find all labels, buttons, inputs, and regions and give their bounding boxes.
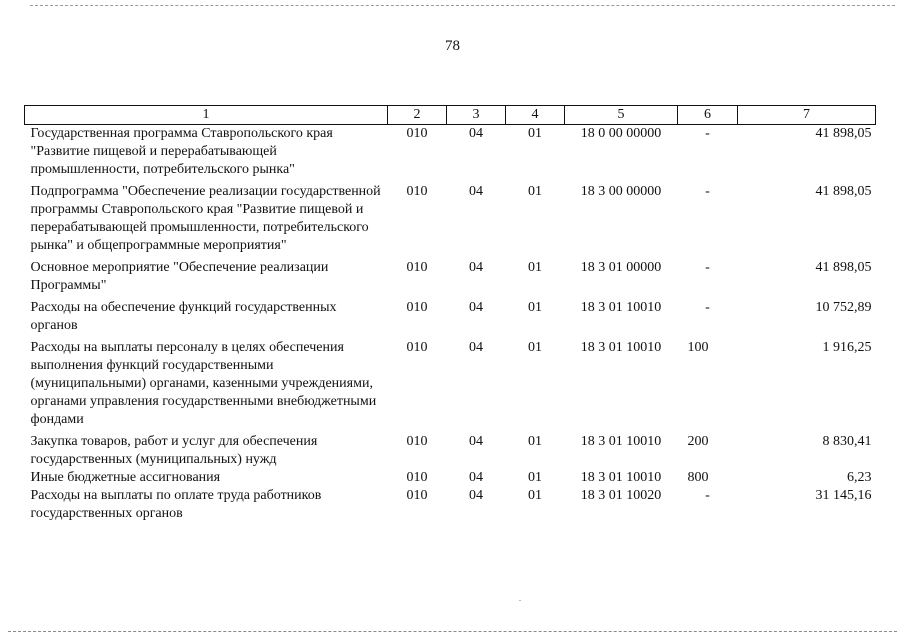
- row-target-code: 18 3 01 10010: [580, 434, 662, 449]
- row-target-code: 18 3 00 00000: [580, 184, 662, 199]
- row-expense-type: -: [705, 126, 710, 141]
- row-section-code: 04: [469, 184, 483, 199]
- column-header-1: 1: [25, 106, 388, 125]
- row-subsection-code: 01: [528, 300, 542, 315]
- row-subsection-code: 01: [528, 340, 542, 355]
- row-expense-type: -: [705, 488, 710, 503]
- table-row: [25, 433, 876, 469]
- scan-speck: [519, 600, 521, 601]
- row-expense-type: 800: [687, 470, 709, 485]
- row-amount: 41 898,05: [815, 260, 872, 275]
- row-amount: 41 898,05: [815, 126, 872, 141]
- row-target-code: 18 3 01 10010: [580, 470, 662, 485]
- row-name: Расходы на выплаты по оплате труда работников государственных органов: [30, 488, 322, 521]
- row-target-code: 18 3 01 10010: [580, 340, 662, 355]
- row-section-code: 04: [469, 434, 483, 449]
- row-expense-type: -: [705, 184, 710, 199]
- row-name: Подпрограмма "Обеспечение реализации государственной программы Ставропольского края "Развитие пищевой и перерабатывающей промышленности, потребительского рынка" и общепрограммные мероприятия": [30, 184, 381, 253]
- row-expense-type: 100: [687, 340, 709, 355]
- column-header-4: 4: [506, 106, 565, 125]
- scan-border-bottom: [8, 631, 897, 632]
- table-row: [25, 259, 876, 299]
- row-name: Государственная программа Ставропольского края "Развитие пищевой и перерабатывающей промышленности, потребительского рынка": [30, 126, 333, 177]
- row-expense-type: -: [705, 260, 710, 275]
- row-ministry-code: 010: [406, 184, 428, 199]
- row-target-code: 18 3 01 00000: [580, 260, 662, 275]
- row-ministry-code: 010: [406, 434, 428, 449]
- row-target-code: 18 0 00 00000: [580, 126, 662, 141]
- row-amount: 6,23: [847, 470, 872, 485]
- row-target-code: 18 3 01 10010: [580, 300, 662, 315]
- table-header: [25, 106, 876, 125]
- table-row: [25, 469, 876, 487]
- column-header-6: 6: [678, 106, 738, 125]
- row-ministry-code: 010: [406, 126, 428, 141]
- row-target-code: 18 3 01 10020: [580, 488, 662, 503]
- scan-border-top: [30, 5, 895, 6]
- column-header-7: 7: [738, 106, 876, 125]
- column-header-5: 5: [565, 106, 678, 125]
- table-row: [25, 487, 876, 523]
- row-ministry-code: 010: [406, 260, 428, 275]
- row-ministry-code: 010: [406, 340, 428, 355]
- row-name: Основное мероприятие "Обеспечение реализации Программы": [30, 260, 329, 293]
- table-body: [25, 125, 876, 524]
- row-subsection-code: 01: [528, 126, 542, 141]
- row-name: Расходы на обеспечение функций государственных органов: [30, 300, 337, 333]
- row-expense-type: 200: [687, 434, 709, 449]
- row-amount: 31 145,16: [815, 488, 872, 503]
- row-section-code: 04: [469, 260, 483, 275]
- row-amount: 10 752,89: [815, 300, 872, 315]
- column-header-2: 2: [388, 106, 447, 125]
- row-section-code: 04: [469, 488, 483, 503]
- row-name: Закупка товаров, работ и услуг для обеспечения государственных (муниципальных) нужд: [30, 434, 318, 467]
- table-row: [25, 299, 876, 339]
- row-ministry-code: 010: [406, 470, 428, 485]
- row-section-code: 04: [469, 340, 483, 355]
- table-row: [25, 183, 876, 259]
- row-subsection-code: 01: [528, 488, 542, 503]
- header-row: [25, 106, 876, 125]
- row-amount: 41 898,05: [815, 184, 872, 199]
- row-ministry-code: 010: [406, 300, 428, 315]
- page-number: 78: [445, 38, 460, 54]
- row-name: Иные бюджетные ассигнования: [30, 470, 221, 485]
- row-subsection-code: 01: [528, 470, 542, 485]
- row-section-code: 04: [469, 300, 483, 315]
- row-section-code: 04: [469, 126, 483, 141]
- row-section-code: 04: [469, 470, 483, 485]
- row-subsection-code: 01: [528, 184, 542, 199]
- row-amount: 8 830,41: [822, 434, 872, 449]
- row-expense-type: -: [705, 300, 710, 315]
- row-amount: 1 916,25: [822, 340, 872, 355]
- table-row: [25, 339, 876, 433]
- row-name: Расходы на выплаты персоналу в целях обеспечения выполнения функций государственными (муниципальными) органами, казенными учреждениями, органами управления государственными внебюджетными фондами: [30, 340, 377, 427]
- row-ministry-code: 010: [406, 488, 428, 503]
- budget-table: [24, 105, 876, 523]
- table-row: [25, 125, 876, 184]
- row-subsection-code: 01: [528, 434, 542, 449]
- column-header-3: 3: [447, 106, 506, 125]
- row-subsection-code: 01: [528, 260, 542, 275]
